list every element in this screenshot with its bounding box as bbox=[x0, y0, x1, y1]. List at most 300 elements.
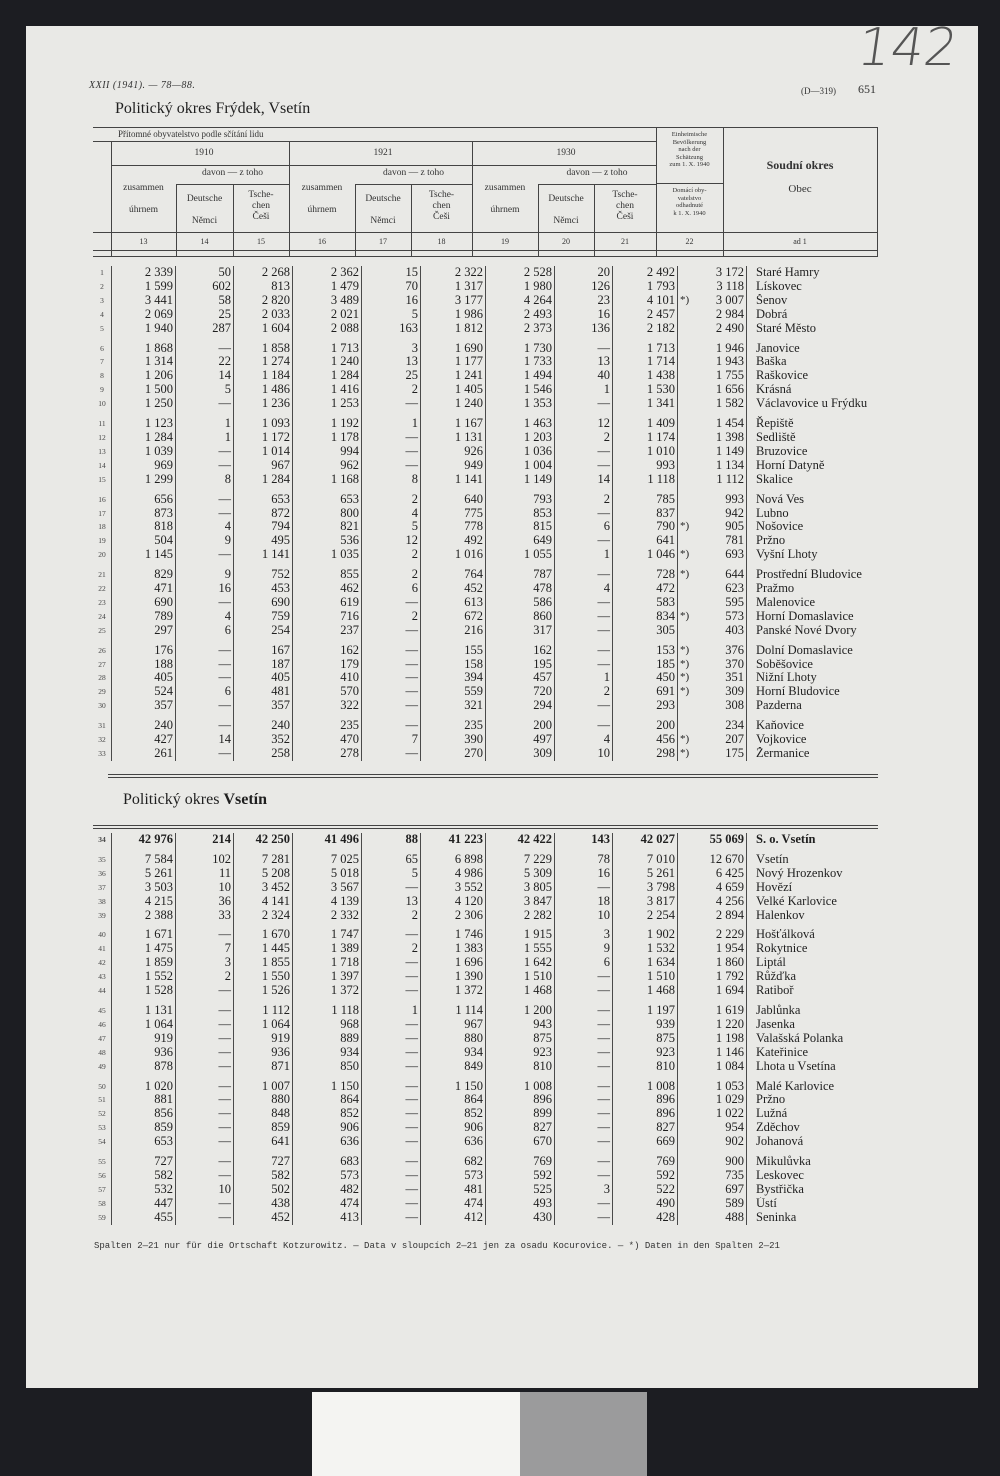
cell-c19: 860 bbox=[486, 610, 555, 624]
cell-c13: 42 976 bbox=[112, 833, 176, 847]
cell-c21: 1 341 bbox=[613, 397, 678, 411]
cell-c15: 495 bbox=[234, 534, 293, 548]
cell-c19: 294 bbox=[486, 699, 555, 713]
commune-name: Jablůnka bbox=[747, 998, 907, 1018]
table-row bbox=[93, 956, 906, 970]
cell-c18: 852 bbox=[421, 1107, 486, 1121]
cell-c17: — bbox=[362, 1135, 421, 1149]
row-number: 56 bbox=[98, 1170, 106, 1180]
table-row bbox=[93, 1074, 906, 1094]
cell-c21: 1 438 bbox=[613, 369, 678, 383]
row-number: 12 bbox=[98, 432, 106, 442]
cell-c19: 478 bbox=[486, 582, 555, 596]
table-row bbox=[93, 473, 906, 487]
cell-c19: 586 bbox=[486, 596, 555, 610]
cell-c14: — bbox=[176, 1135, 234, 1149]
cell-c20: — bbox=[555, 1060, 613, 1074]
estimate-value: 403 bbox=[725, 623, 744, 637]
table-row bbox=[93, 658, 906, 672]
estimate-value: 1 084 bbox=[715, 1059, 744, 1073]
cell-c22 bbox=[678, 970, 747, 984]
zusammen-1930: zusammen úhrnem bbox=[484, 183, 526, 215]
cell-c14: — bbox=[176, 445, 234, 459]
cell-c17: — bbox=[362, 1149, 421, 1169]
cell-c13: 1 599 bbox=[112, 280, 176, 294]
estimate-value: 2 984 bbox=[715, 307, 744, 321]
cell-c16: 2 088 bbox=[293, 322, 362, 336]
cell-c17: 1 bbox=[362, 998, 421, 1018]
cell-c14: 10 bbox=[176, 881, 234, 895]
cell-c18: 1 241 bbox=[421, 369, 486, 383]
cell-c18: 216 bbox=[421, 624, 486, 638]
cell-c20: 6 bbox=[555, 520, 613, 534]
deutsche-1910: Deutsche Němci bbox=[186, 194, 223, 226]
cell-c18: 41 223 bbox=[421, 833, 486, 847]
estimate-value: 589 bbox=[725, 1196, 744, 1210]
cell-c21: 592 bbox=[613, 1169, 678, 1183]
cell-c22 bbox=[678, 1074, 747, 1094]
cell-c13: 969 bbox=[112, 459, 176, 473]
cell-c20: — bbox=[555, 1211, 613, 1225]
cell-c13: 2 388 bbox=[112, 909, 176, 923]
page-code: (D—319) bbox=[801, 86, 836, 96]
cell-c13: 427 bbox=[112, 733, 176, 747]
cell-c19: 1 510 bbox=[486, 970, 555, 984]
cell-c16: 850 bbox=[293, 1060, 362, 1074]
cell-c18: 778 bbox=[421, 520, 486, 534]
cell-c19: 1 203 bbox=[486, 431, 555, 445]
cell-c19: 317 bbox=[486, 624, 555, 638]
cell-c22 bbox=[678, 1169, 747, 1183]
cell-c20: — bbox=[555, 336, 613, 356]
estimate-value: 693 bbox=[725, 548, 744, 562]
cell-c19: 787 bbox=[486, 562, 555, 582]
estimate-value: 1 220 bbox=[715, 1017, 744, 1031]
cell-c20: — bbox=[555, 998, 613, 1018]
year-1930: 1930 bbox=[556, 148, 576, 158]
estimate-value: 1 582 bbox=[715, 397, 744, 411]
row-number: 14 bbox=[98, 460, 106, 470]
commune-name: Dolní Domaslavice bbox=[747, 638, 907, 658]
cell-c18: 1 390 bbox=[421, 970, 486, 984]
table-row bbox=[93, 1211, 906, 1225]
estimate-value: 623 bbox=[725, 582, 744, 596]
cell-c15: 859 bbox=[234, 1121, 293, 1135]
cell-c16: 1 713 bbox=[293, 336, 362, 356]
cell-c17: — bbox=[362, 685, 421, 699]
cell-c19: 162 bbox=[486, 638, 555, 658]
cell-c13: 3 503 bbox=[112, 881, 176, 895]
cell-c13: 176 bbox=[112, 638, 176, 658]
cell-c16: 1 035 bbox=[293, 548, 362, 562]
cell-c20: 12 bbox=[555, 411, 613, 431]
row-number: 19 bbox=[98, 536, 106, 546]
cell-c15: 1 236 bbox=[234, 397, 293, 411]
cell-c17: — bbox=[362, 671, 421, 685]
table-row bbox=[93, 294, 906, 308]
cell-c22 bbox=[678, 369, 747, 383]
cell-c15: 1 014 bbox=[234, 445, 293, 459]
row-number: 35 bbox=[98, 854, 106, 864]
row-number: 36 bbox=[98, 868, 106, 878]
commune-name: Ratiboř bbox=[747, 984, 907, 998]
cell-c15: 502 bbox=[234, 1183, 293, 1197]
estimate-value: 175 bbox=[725, 747, 744, 760]
cell-c21: 456 bbox=[613, 733, 678, 747]
row-number: 57 bbox=[98, 1184, 106, 1194]
cell-c17: — bbox=[362, 638, 421, 658]
cell-c20: 1 bbox=[555, 383, 613, 397]
estimate-value: 1 022 bbox=[715, 1107, 744, 1121]
estimate-value: 1 946 bbox=[715, 340, 744, 355]
page-number: 651 bbox=[858, 82, 876, 96]
row-number: 58 bbox=[98, 1198, 106, 1208]
zusammen-1910: zusammen úhrnem bbox=[123, 183, 164, 215]
cell-c19: 815 bbox=[486, 520, 555, 534]
cell-c13: 1 206 bbox=[112, 369, 176, 383]
cell-c21: 583 bbox=[613, 596, 678, 610]
cell-c20: 10 bbox=[555, 747, 613, 761]
cell-c16: 5 018 bbox=[293, 867, 362, 881]
footnote-marker: *) bbox=[680, 520, 690, 533]
cell-c18: 880 bbox=[421, 1032, 486, 1046]
cell-c15: 752 bbox=[234, 562, 293, 582]
cell-c16: 470 bbox=[293, 733, 362, 747]
cell-c13: 727 bbox=[112, 1149, 176, 1169]
cell-c18: 481 bbox=[421, 1183, 486, 1197]
cell-c19: 2 493 bbox=[486, 308, 555, 322]
cell-c19: 1 353 bbox=[486, 397, 555, 411]
table-row bbox=[93, 1060, 906, 1074]
colnum: 14 bbox=[200, 237, 209, 246]
cell-c17: — bbox=[362, 624, 421, 638]
cell-c21: 669 bbox=[613, 1135, 678, 1149]
cell-c16: 1 168 bbox=[293, 473, 362, 487]
cell-c16: 1 718 bbox=[293, 956, 362, 970]
table-row bbox=[93, 984, 906, 998]
cell-c13: 919 bbox=[112, 1032, 176, 1046]
cell-c18: 390 bbox=[421, 733, 486, 747]
cell-c21: 1 409 bbox=[613, 411, 678, 431]
cell-c20: 4 bbox=[555, 582, 613, 596]
cell-c18: 2 322 bbox=[421, 266, 486, 280]
row-number: 54 bbox=[98, 1137, 106, 1147]
cell-c16: 855 bbox=[293, 562, 362, 582]
cell-c13: 690 bbox=[112, 596, 176, 610]
commune-name: Horní Datyně bbox=[747, 459, 907, 473]
commune-name: Nový Hrozenkov bbox=[747, 867, 907, 881]
colnum: 18 bbox=[437, 237, 446, 246]
section-title-vsetin: Politický okres Vsetín bbox=[123, 791, 267, 808]
cell-c15: 1 093 bbox=[234, 411, 293, 431]
cell-c21: 785 bbox=[613, 487, 678, 507]
cell-c20: — bbox=[555, 534, 613, 548]
cell-c21: 923 bbox=[613, 1046, 678, 1060]
estimate-value: 942 bbox=[725, 506, 744, 520]
cell-c20: 4 bbox=[555, 733, 613, 747]
commune-name: Johanová bbox=[747, 1135, 907, 1149]
cell-c19: 42 422 bbox=[486, 833, 555, 847]
cell-c22 bbox=[678, 548, 747, 562]
cell-c14: 3 bbox=[176, 956, 234, 970]
cell-c22 bbox=[678, 1197, 747, 1211]
cell-c22 bbox=[678, 534, 747, 548]
cell-c16: 636 bbox=[293, 1135, 362, 1149]
cell-c17: 4 bbox=[362, 507, 421, 521]
cell-c15: 848 bbox=[234, 1107, 293, 1121]
cell-c15: 794 bbox=[234, 520, 293, 534]
cell-c16: 906 bbox=[293, 1121, 362, 1135]
cell-c19: 943 bbox=[486, 1018, 555, 1032]
cell-c15: 4 141 bbox=[234, 895, 293, 909]
cell-c17: 25 bbox=[362, 369, 421, 383]
cell-c13: 7 584 bbox=[112, 847, 176, 867]
commune-name: Velké Karlovice bbox=[747, 895, 907, 909]
cell-c14: — bbox=[176, 459, 234, 473]
commune-name: Hošťálková bbox=[747, 922, 907, 942]
row-number: 15 bbox=[98, 474, 106, 484]
row-number: 37 bbox=[98, 882, 106, 892]
estimate-value: 735 bbox=[725, 1168, 744, 1182]
cell-c15: 357 bbox=[234, 699, 293, 713]
cell-c15: 880 bbox=[234, 1093, 293, 1107]
commune-name: Lískovec bbox=[747, 280, 907, 294]
cell-c20: — bbox=[555, 1121, 613, 1135]
cell-c13: 653 bbox=[112, 1135, 176, 1149]
cell-c17: 8 bbox=[362, 473, 421, 487]
cell-c21: 185 bbox=[613, 658, 678, 672]
cell-c17: — bbox=[362, 1183, 421, 1197]
cell-c19: 309 bbox=[486, 747, 555, 761]
cell-c15: 1 274 bbox=[234, 355, 293, 369]
cell-c17: 13 bbox=[362, 355, 421, 369]
row-number: 29 bbox=[98, 687, 106, 697]
cell-c17: — bbox=[362, 658, 421, 672]
cell-c18: 849 bbox=[421, 1060, 486, 1074]
cell-c16: 962 bbox=[293, 459, 362, 473]
commune-name: Valašská Polanka bbox=[747, 1032, 907, 1046]
cell-c14: 9 bbox=[176, 562, 234, 582]
cell-c18: 235 bbox=[421, 713, 486, 733]
cell-c22 bbox=[678, 699, 747, 713]
cell-c17: 2 bbox=[362, 610, 421, 624]
cell-c20: 1 bbox=[555, 671, 613, 685]
cell-c17: — bbox=[362, 1211, 421, 1225]
commune-name: Bruzovice bbox=[747, 445, 907, 459]
cell-c14: — bbox=[176, 1107, 234, 1121]
cell-c13: 829 bbox=[112, 562, 176, 582]
cell-c14: 58 bbox=[176, 294, 234, 308]
cell-c17: 6 bbox=[362, 582, 421, 596]
cell-c17: 3 bbox=[362, 336, 421, 356]
cell-c19: 497 bbox=[486, 733, 555, 747]
cell-c18: 1 986 bbox=[421, 308, 486, 322]
table-row bbox=[93, 582, 906, 596]
cell-c21: 293 bbox=[613, 699, 678, 713]
cell-c20: — bbox=[555, 1093, 613, 1107]
cell-c18: 4 120 bbox=[421, 895, 486, 909]
cell-c17: — bbox=[362, 970, 421, 984]
cell-c19: 896 bbox=[486, 1093, 555, 1107]
cell-c14: — bbox=[176, 1060, 234, 1074]
table-row bbox=[93, 895, 906, 909]
cell-c19: 899 bbox=[486, 1107, 555, 1121]
cell-c16: 994 bbox=[293, 445, 362, 459]
estimate-value: 3 172 bbox=[715, 266, 744, 279]
cell-c20: 2 bbox=[555, 685, 613, 699]
cell-c16: 3 489 bbox=[293, 294, 362, 308]
cell-c19: 1 555 bbox=[486, 942, 555, 956]
cell-c19: 5 309 bbox=[486, 867, 555, 881]
cell-c22 bbox=[678, 459, 747, 473]
cell-c22 bbox=[678, 610, 747, 624]
cell-c22 bbox=[678, 733, 747, 747]
estimate-value: 55 069 bbox=[709, 833, 744, 846]
cell-c16: 1 118 bbox=[293, 998, 362, 1018]
cell-c22 bbox=[678, 998, 747, 1018]
cell-c20: — bbox=[555, 507, 613, 521]
cell-c13: 1 020 bbox=[112, 1074, 176, 1094]
commune-name: Baška bbox=[747, 355, 907, 369]
cell-c15: 1 604 bbox=[234, 322, 293, 336]
estimate-value: 1 134 bbox=[715, 458, 744, 472]
commune-name: Pazderna bbox=[747, 699, 907, 713]
cell-c22 bbox=[678, 895, 747, 909]
cell-c15: 1 064 bbox=[234, 1018, 293, 1032]
tschechen-1930: Tsche- chen Češi bbox=[612, 190, 638, 222]
cell-c15: 1 007 bbox=[234, 1074, 293, 1094]
cell-c17: — bbox=[362, 1060, 421, 1074]
cell-c20: — bbox=[555, 713, 613, 733]
cell-c16: 852 bbox=[293, 1107, 362, 1121]
cell-c19: 7 229 bbox=[486, 847, 555, 867]
row-number: 34 bbox=[98, 835, 106, 844]
cell-c15: 481 bbox=[234, 685, 293, 699]
table-row bbox=[93, 1107, 906, 1121]
colnum: 17 bbox=[379, 237, 387, 246]
table-row bbox=[93, 909, 906, 923]
cell-c19: 1 546 bbox=[486, 383, 555, 397]
cell-c22 bbox=[678, 1183, 747, 1197]
commune-name: Ústí bbox=[747, 1197, 907, 1211]
cell-c14: — bbox=[176, 671, 234, 685]
table-row bbox=[93, 534, 906, 548]
row-number: 2 bbox=[100, 281, 104, 291]
footnote-marker: *) bbox=[680, 685, 690, 698]
colnum: 13 bbox=[139, 237, 148, 246]
cell-c18: 1 177 bbox=[421, 355, 486, 369]
commune-name: Horní Bludovice bbox=[747, 685, 907, 699]
commune-name: Skalice bbox=[747, 473, 907, 487]
footnote-marker: *) bbox=[680, 671, 690, 684]
row-number: 30 bbox=[98, 701, 106, 711]
cell-c13: 936 bbox=[112, 1046, 176, 1060]
estimate-value: 3 118 bbox=[716, 279, 744, 293]
commune-name: S. o. Vsetín bbox=[747, 833, 907, 847]
commune-name: Lužná bbox=[747, 1107, 907, 1121]
cell-c18: 1 131 bbox=[421, 431, 486, 445]
tschechen-1921: Tsche- chen Češi bbox=[428, 190, 455, 222]
cell-c14: — bbox=[176, 548, 234, 562]
cell-c14: 7 bbox=[176, 942, 234, 956]
cell-c18: 3 552 bbox=[421, 881, 486, 895]
commune-name: Staré Hamry bbox=[747, 266, 907, 280]
cell-c22 bbox=[678, 1046, 747, 1060]
table-row bbox=[93, 355, 906, 369]
commune-name: Nižní Lhoty bbox=[747, 671, 907, 685]
cell-c18: 1 372 bbox=[421, 984, 486, 998]
cell-c14: — bbox=[176, 713, 234, 733]
estimate-value: 1 398 bbox=[715, 430, 744, 444]
cell-c21: 837 bbox=[613, 507, 678, 521]
tschechen-1910: Tsche- chen Češi bbox=[248, 190, 274, 222]
cell-c22 bbox=[678, 308, 747, 322]
cell-c22 bbox=[678, 922, 747, 942]
cell-c16: 482 bbox=[293, 1183, 362, 1197]
cell-c18: 573 bbox=[421, 1169, 486, 1183]
commune-name: Dobrá bbox=[747, 308, 907, 322]
cell-c17: — bbox=[362, 747, 421, 761]
cell-c21: 834 bbox=[613, 610, 678, 624]
cell-c13: 881 bbox=[112, 1093, 176, 1107]
cell-c16: 413 bbox=[293, 1211, 362, 1225]
cell-c15: 254 bbox=[234, 624, 293, 638]
row-number: 10 bbox=[98, 399, 106, 409]
estimate-value: 1 029 bbox=[715, 1093, 744, 1107]
cell-c19: 592 bbox=[486, 1169, 555, 1183]
cell-c13: 2 339 bbox=[112, 266, 176, 280]
row-number: 26 bbox=[98, 645, 106, 655]
cell-c20: 3 bbox=[555, 922, 613, 942]
cell-c16: 1 284 bbox=[293, 369, 362, 383]
cell-c15: 167 bbox=[234, 638, 293, 658]
cell-c22 bbox=[678, 638, 747, 658]
cell-c21: 2 492 bbox=[613, 266, 678, 280]
cell-c21: 3 798 bbox=[613, 881, 678, 895]
cell-c18: 155 bbox=[421, 638, 486, 658]
commune-name: Soběšovice bbox=[747, 658, 907, 672]
grey-card bbox=[520, 1392, 647, 1476]
cell-c20: 14 bbox=[555, 473, 613, 487]
cell-c22 bbox=[678, 562, 747, 582]
cell-c14: — bbox=[176, 1074, 234, 1094]
cell-c13: 1 868 bbox=[112, 336, 176, 356]
commune-name: Řepiště bbox=[747, 411, 907, 431]
table-row bbox=[93, 548, 906, 562]
cell-c16: 1 372 bbox=[293, 984, 362, 998]
cell-c13: 873 bbox=[112, 507, 176, 521]
cell-c18: 906 bbox=[421, 1121, 486, 1135]
cell-c16: 322 bbox=[293, 699, 362, 713]
row-number: 45 bbox=[98, 1005, 106, 1015]
cell-c20: — bbox=[555, 1046, 613, 1060]
cell-c13: 1 064 bbox=[112, 1018, 176, 1032]
cell-c16: 1 416 bbox=[293, 383, 362, 397]
cell-c13: 1 671 bbox=[112, 922, 176, 942]
cell-c18: 934 bbox=[421, 1046, 486, 1060]
cell-c17: — bbox=[362, 922, 421, 942]
cell-c21: 1 793 bbox=[613, 280, 678, 294]
estimate-value: 1 694 bbox=[715, 984, 744, 998]
cell-c21: 1 713 bbox=[613, 336, 678, 356]
row-number: 23 bbox=[98, 597, 106, 607]
cell-c14: 25 bbox=[176, 308, 234, 322]
cell-c18: 412 bbox=[421, 1211, 486, 1225]
table-row bbox=[93, 1032, 906, 1046]
cell-c20: 16 bbox=[555, 867, 613, 881]
estimate-value: 697 bbox=[725, 1182, 744, 1196]
commune-name: Pržno bbox=[747, 534, 907, 548]
